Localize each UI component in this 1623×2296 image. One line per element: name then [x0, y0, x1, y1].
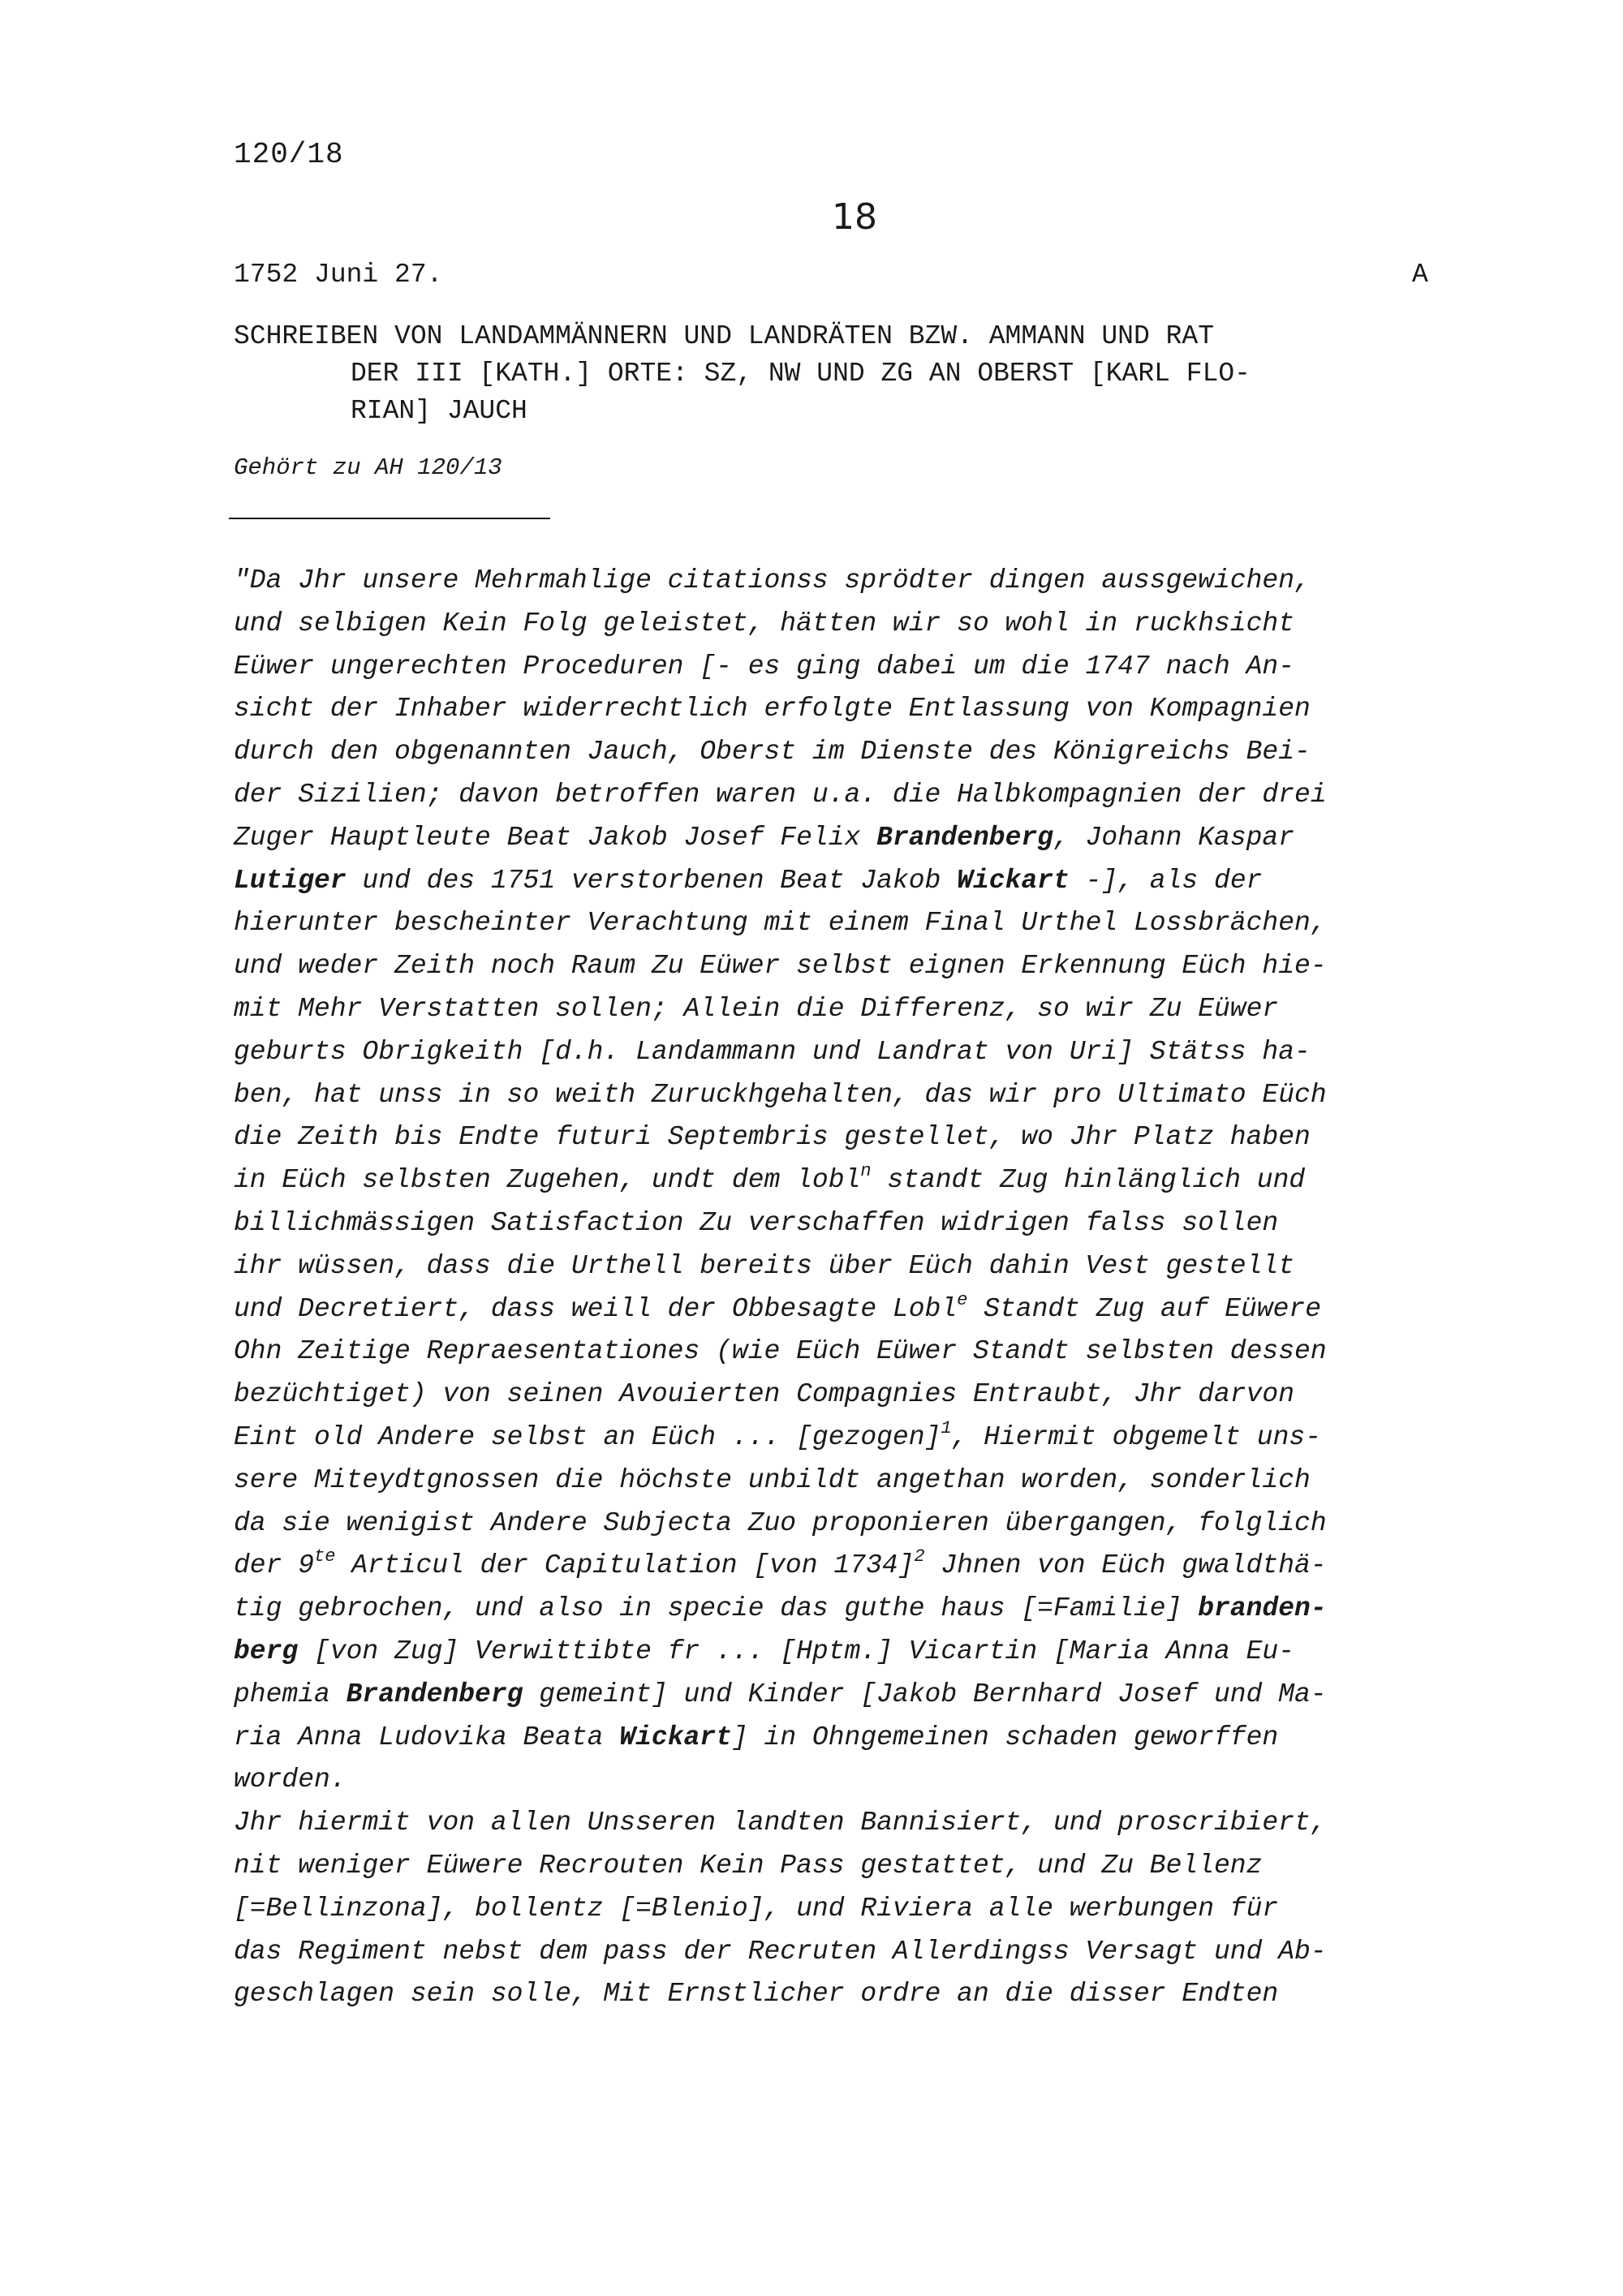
body-line [234, 902, 1500, 945]
text-segment: Eüwer ungerechten Proceduren [- es ging dabei um die 1747 nach An- [234, 651, 1295, 681]
body-line [234, 988, 1500, 1031]
bold-name: berg [234, 1636, 299, 1666]
text-segment: sere Miteydtgnossen die höchste unbildt angethan worden, sonderlich [234, 1464, 1311, 1495]
text-segment: , Hiermit obgemelt uns- [951, 1421, 1322, 1452]
bold-name: Lutiger [234, 865, 347, 896]
text-segment: Ohn Zeitige Repraesentationes (wie Eüch Eüwer Standt selbsten dessen [234, 1336, 1327, 1367]
body-line [234, 1973, 1500, 2016]
text-segment: tig gebrochen, und also in specie das guthe haus [=Familie] [234, 1593, 1199, 1624]
bold-name: Brandenberg [346, 1679, 523, 1709]
text-segment: phemia [234, 1679, 347, 1709]
text-segment: sicht der Inhaber widerrechtlich erfolgte Entlassung von Kompagnien [234, 694, 1311, 724]
body-line [234, 1759, 1500, 1802]
text-segment: gemeint] und Kinder [Jakob Bernhard Josef und Ma- [523, 1679, 1327, 1709]
superscript: te [314, 1546, 336, 1567]
body-line [234, 1202, 1500, 1245]
bold-name: Wickart [957, 865, 1070, 896]
bold-name: branden- [1198, 1593, 1327, 1624]
text-segment: das Regiment nebst dem pass der Recruten Allerdingss Versagt und Ab- [234, 1936, 1327, 1967]
text-segment: der 9 [234, 1550, 315, 1581]
title-line: DER III [KATH.] ORTE: SZ, NW UND ZG AN OBERST [KARL FLO- [351, 359, 1251, 389]
body-line [234, 1116, 1500, 1159]
text-segment: und weder Zeith noch Raum Zu Eüwer selbst eignen Erkennung Eüch hie- [234, 951, 1327, 982]
text-segment: , Johann Kaspar [1053, 822, 1295, 853]
body-line [234, 646, 1500, 689]
text-segment: und selbigen Kein Folg geleistet, hätten wir so wohl in ruckhsicht [234, 608, 1295, 638]
text-segment: Standt Zug auf Eüwere [967, 1293, 1322, 1324]
text-segment: Jhnen von Eüch gwaldthä- [924, 1550, 1327, 1581]
text-segment: der Sizilien; davon betroffen waren u.a. die Halbkompagnien der drei [234, 779, 1327, 810]
text-segment: geschlagen sein solle, Mit Ernstlicher ordre an die disser Endten [234, 1979, 1279, 2010]
body-line [234, 1074, 1500, 1117]
body-line [234, 1417, 1500, 1460]
superscript: 1 [941, 1417, 952, 1438]
body-line [234, 1031, 1500, 1074]
document-title [234, 318, 1467, 430]
text-segment: [=Bellinzona], bollentz [=Blenio], und Riviera alle werbungen für [234, 1893, 1279, 1924]
body-line [234, 1545, 1500, 1588]
text-segment: in Eüch selbsten Zugehen, undt dem lobl [234, 1165, 861, 1196]
body-line [234, 688, 1500, 731]
text-segment: und Decretiert, dass weill der Obbesagte Lobl [234, 1293, 958, 1324]
body-line [234, 1288, 1500, 1331]
superscript: e [957, 1289, 968, 1310]
reference-note: Gehört zu AH 120/13 [234, 454, 502, 481]
text-segment: hierunter bescheinter Verachtung mit einem Final Urthel Lossbrächen, [234, 908, 1327, 939]
text-segment: ] in Ohngemeinen schaden geworffen [731, 1722, 1279, 1752]
body-line [234, 1931, 1500, 1974]
body-line [234, 1888, 1500, 1931]
body-line [234, 1588, 1500, 1631]
transcription-body [234, 560, 1500, 2016]
body-line [234, 1845, 1500, 1888]
page-number: 18 [832, 196, 877, 238]
superscript: n [860, 1161, 872, 1182]
body-line [234, 603, 1500, 646]
text-segment: [von Zug] Verwittibte fr ... [Hptm.] Vicartin [Maria Anna Eu- [298, 1636, 1295, 1666]
body-line [234, 731, 1500, 774]
bold-name: Brandenberg [876, 822, 1053, 853]
body-line [234, 945, 1500, 988]
divider [229, 518, 550, 519]
text-segment: Zuger Hauptleute Beat Jakob Josef Felix [234, 822, 877, 853]
body-line [234, 860, 1500, 903]
title-line: RIAN] JAUCH [351, 396, 527, 426]
document-type-marker: A [1412, 260, 1428, 290]
superscript: 2 [914, 1546, 925, 1567]
body-line [234, 817, 1500, 860]
text-segment: nit weniger Eüwere Recrouten Kein Pass gestattet, und Zu Bellenz [234, 1850, 1263, 1881]
text-segment: und des 1751 verstorbenen Beat Jakob [346, 865, 958, 896]
text-segment: mit Mehr Verstatten sollen; Allein die Differenz, so wir Zu Eüwer [234, 993, 1279, 1024]
text-segment: Jhr hiermit von allen Unsseren landten Bannisiert, und proscribiert, [234, 1808, 1327, 1838]
title-line: SCHREIBEN VON LANDAMMÄNNERN UND LANDRÄTEN BZW. AMMANN UND RAT [234, 321, 1214, 351]
text-segment: durch den obgenannten Jauch, Oberst im Dienste des Königreichs Bei- [234, 737, 1311, 767]
document-id: 120/18 [234, 138, 344, 171]
text-segment: standt Zug hinlänglich und [871, 1165, 1306, 1196]
body-line [234, 1631, 1500, 1674]
text-segment: die Zeith bis Endte futuri Septembris gestellet, wo Jhr Platz haben [234, 1122, 1311, 1153]
text-segment: geburts Obrigkeith [d.h. Landammann und Landrat von Uri] Stätss ha- [234, 1036, 1311, 1067]
text-segment: worden. [234, 1765, 347, 1795]
body-line [234, 1159, 1500, 1202]
text-segment: da sie wenigist Andere Subjecta Zuo proponieren übergangen, folglich [234, 1507, 1327, 1538]
body-line [234, 1460, 1500, 1503]
body-line [234, 1374, 1500, 1417]
body-line [234, 774, 1500, 817]
body-line [234, 1245, 1500, 1288]
text-segment: bezüchtiget) von seinen Avouierten Compagnies Entraubt, Jhr darvon [234, 1379, 1295, 1410]
body-line [234, 1503, 1500, 1546]
body-line [234, 560, 1500, 603]
bold-name: Wickart [619, 1722, 732, 1752]
body-line [234, 1674, 1500, 1717]
text-segment: Eint old Andere selbst an Eüch ... [gezogen] [234, 1421, 941, 1452]
document-date: 1752 Juni 27. [234, 260, 443, 290]
text-segment: -], als der [1069, 865, 1263, 896]
body-line [234, 1802, 1500, 1845]
text-segment: ria Anna Ludovika Beata [234, 1722, 620, 1752]
body-line [234, 1331, 1500, 1374]
text-segment: ben, hat unss in so weith Zuruckhgehalten, das wir pro Ultimato Eüch [234, 1079, 1327, 1110]
text-segment: "Da Jhr unsere Mehrmahlige citationss sprödter dingen aussgewichen, [234, 565, 1311, 595]
body-line [234, 1717, 1500, 1760]
text-segment: billichmässigen Satisfaction Zu verschaffen widrigen falss sollen [234, 1207, 1279, 1238]
text-segment: ihr wüssen, dass die Urthell bereits über Eüch dahin Vest gestellt [234, 1250, 1295, 1281]
text-segment: Articul der Capitulation [von 1734] [335, 1550, 915, 1581]
